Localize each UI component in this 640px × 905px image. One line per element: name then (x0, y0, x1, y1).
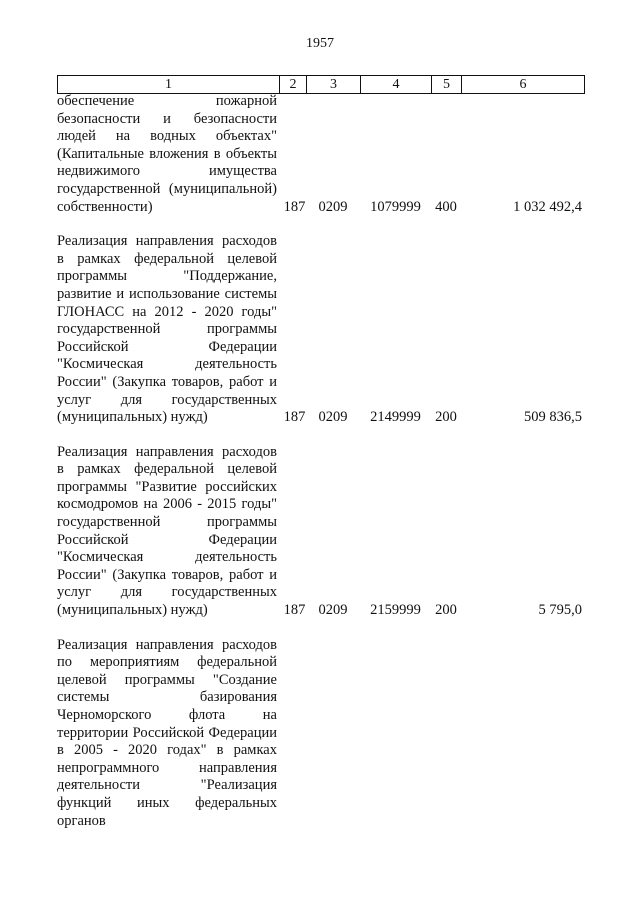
row-section: 0209 (318, 409, 348, 426)
row-target: 2159999 (370, 602, 421, 619)
row-amount: 509 836,5 (524, 409, 582, 426)
row-target: 1079999 (370, 198, 421, 215)
row-amount: 1 032 492,4 (513, 198, 582, 215)
row-description: Реализация направления расходов в рамках федеральной целевой программы "Поддержание, развитие и использование системы ГЛОНАСС на 2012 - 2020 годы" государственной программы Российской Федерации "Космическая деятельность России" (Закупка товаров, работ и услуг для государственных (муниципальных) нужд) (57, 233, 277, 426)
header-col-1: 1 (57, 76, 279, 93)
table-row (57, 444, 585, 620)
row-description: Реализация направления расходов в рамках федеральной целевой программы "Развитие российских космодромов на 2006 - 2015 годы" государственной программы Российской Федерации "Космическая деятельность России" (Закупка товаров, работ и услуг для государственных (муниципальных) нужд) (57, 443, 277, 619)
header-col-6: 6 (461, 76, 585, 93)
header-col-3: 3 (306, 76, 360, 93)
table-row (57, 637, 585, 831)
row-description: Реализация направления расходов по мероприятиям федеральной целевой программы "Создание системы базирования Черноморского флота на территории Российской Федерации в 2005 - 2020 годах" в рамках непрограммного направления деятельности "Реализация функций иных федеральных органов (57, 636, 277, 829)
row-code: 187 (283, 602, 306, 619)
header-col-5: 5 (431, 76, 461, 93)
row-type: 200 (435, 409, 457, 426)
table-row (57, 93, 585, 216)
row-code: 187 (283, 409, 306, 426)
row-section: 0209 (318, 602, 348, 619)
row-description: обеспечение пожарной безопасности и безопасности людей на водных объектах" (Капитальные вложения в объекты недвижимого имущества государственной (муниципальной) собственности) (57, 93, 277, 215)
row-target: 2149999 (370, 409, 421, 426)
table-body (57, 93, 585, 830)
table-row (57, 233, 585, 427)
row-code: 187 (283, 198, 306, 215)
row-type: 200 (435, 602, 457, 619)
table-header (57, 75, 585, 94)
header-col-2: 2 (279, 76, 306, 93)
row-amount: 5 795,0 (538, 602, 582, 619)
header-col-4: 4 (360, 76, 431, 93)
row-type: 400 (435, 198, 457, 215)
page-number: 1957 (306, 36, 334, 51)
row-section: 0209 (318, 198, 348, 215)
